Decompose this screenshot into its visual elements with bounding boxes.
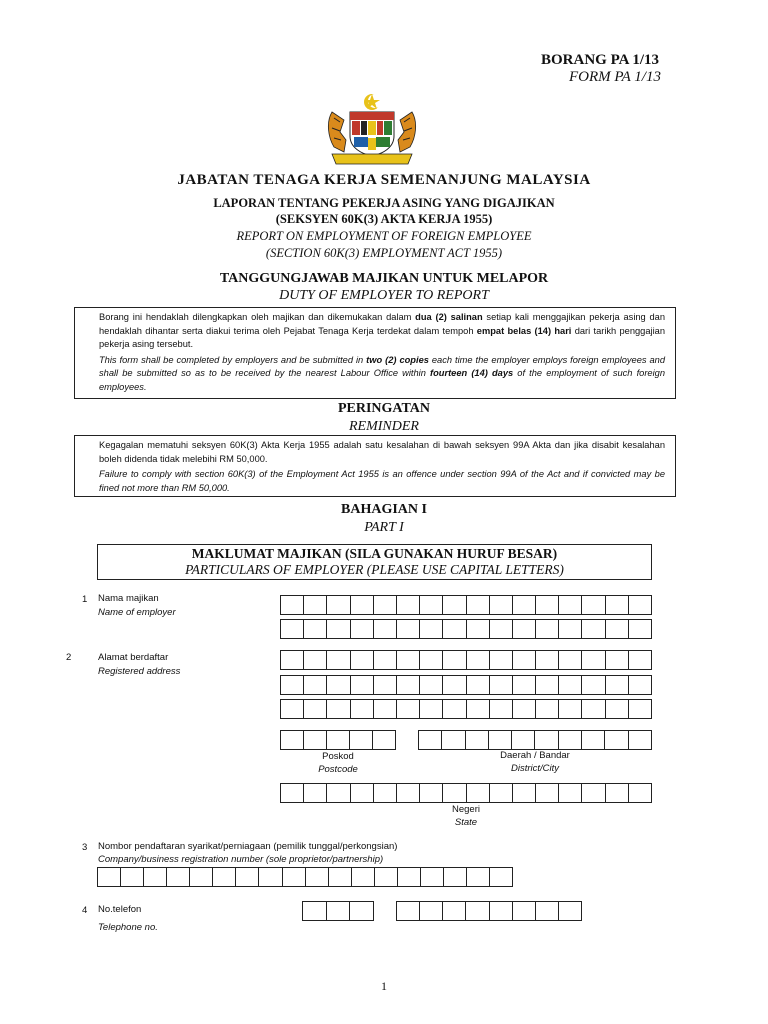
employer-name-input-line2[interactable]	[280, 619, 652, 639]
duty-text-malay: Borang ini hendaklah dilengkapkan oleh majikan dan dikemukakan dalam dua (2) salinan setiap kali menggajikan pekerja asing dan hendaklah dihantar serta diakui terima oleh Pejabat Tenaga Kerja terdekat dalam tempoh empat belas (14) hari dari tarikh penggajian pekerja asing tersebut.	[99, 312, 666, 349]
telephone-number-input[interactable]	[396, 901, 582, 921]
department-name: JABATAN TENAGA KERJA SEMENANJUNG MALAYSIA	[177, 172, 591, 188]
title-malay-line2: (SEKSYEN 60K(3) AKTA KERJA 1955)	[275, 212, 493, 226]
postcode-label: Poskod Postcode	[318, 751, 358, 775]
page-number: 1	[381, 979, 387, 993]
form-code	[541, 52, 661, 86]
district-label: Daerah / Bandar District/City	[500, 750, 570, 774]
telephone-label: No.telefon Telephone no.	[98, 904, 158, 933]
registered-address-label: Alamat berdaftar Registered address	[98, 652, 181, 677]
duty-heading-english: DUTY OF EMPLOYER TO REPORT	[279, 288, 489, 303]
particulars-box	[97, 544, 652, 580]
address-input-line3[interactable]	[280, 699, 652, 719]
reminder-notice-box	[74, 435, 676, 497]
postcode-input[interactable]	[280, 730, 396, 750]
reminder-heading-english: REMINDER	[349, 419, 419, 434]
part-heading-malay: BAHAGIAN I	[341, 502, 427, 517]
address-input-line1[interactable]	[280, 650, 652, 670]
form-code-english: FORM PA 1/13	[569, 69, 661, 85]
state-label: Negeri State	[452, 804, 480, 828]
coat-of-arms-emblem	[322, 92, 422, 168]
employer-name-input-line1[interactable]	[280, 595, 652, 615]
particulars-title-english: PARTICULARS OF EMPLOYER (PLEASE USE CAPITAL LETTERS)	[185, 562, 564, 577]
title-english-line2: (SECTION 60K(3) EMPLOYMENT ACT 1955)	[265, 246, 503, 260]
state-input[interactable]	[280, 783, 652, 803]
field-number: 1	[82, 594, 88, 605]
reminder-text-english: Failure to comply with section 60K(3) of the Employment Act 1955 is an offence under section 99A of the Act and if convicted may be fined not more than RM 50,000.	[99, 469, 665, 493]
duty-text-english: This form shall be completed by employers and be submitted in two (2) copies each time the employer employs foreign employees and shall be submitted so as to be received by the nearest Labour Office within fourteen (14) days of the employment of such foreign employees.	[99, 354, 665, 392]
reminder-heading-malay: PERINGATAN	[337, 401, 431, 416]
registration-number-label: Nombor pendaftaran syarikat/perniagaan (pemilik tunggal/perkongsian) Company/business registration number (sole proprietor/partnership)	[98, 841, 398, 865]
reminder-text-malay: Kegagalan mematuhi seksyen 60K(3) Akta Kerja 1955 adalah satu kesalahan di bawah seksyen 99A Akta dan jika disabit kesalahan boleh didenda tidak melebihi RM 50,000.	[99, 440, 665, 464]
employer-name-label: Nama majikan Name of employer	[98, 593, 176, 618]
duty-notice-box	[74, 307, 676, 399]
title-malay-line1: LAPORAN TENTANG PEKERJA ASING YANG DIGAJIKAN	[213, 196, 555, 210]
title-english-line1: REPORT ON EMPLOYMENT OF FOREIGN EMPLOYEE	[236, 229, 532, 243]
field-number: 4	[82, 905, 88, 916]
address-input-line2[interactable]	[280, 675, 652, 695]
field-number: 3	[82, 842, 88, 853]
duty-heading-malay: TANGGUNGJAWAB MAJIKAN UNTUK MELAPOR	[219, 271, 549, 286]
district-input[interactable]	[418, 730, 652, 750]
field-number: 2	[66, 652, 72, 663]
registration-number-input[interactable]	[97, 867, 513, 887]
part-heading-english: PART I	[364, 520, 404, 535]
form-code-malay: BORANG PA 1/13	[541, 52, 660, 68]
telephone-area-code-input[interactable]	[302, 901, 374, 921]
particulars-title-malay: MAKLUMAT MAJIKAN (SILA GUNAKAN HURUF BESAR)	[191, 546, 558, 561]
